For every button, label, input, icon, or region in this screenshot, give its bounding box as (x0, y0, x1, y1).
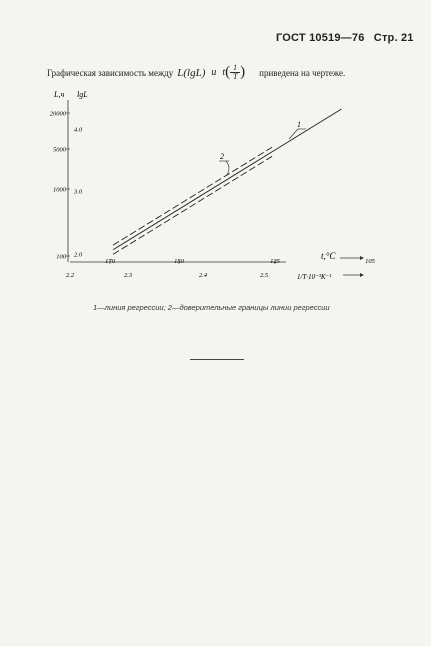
y-tick-label-lgL: 4.0 (74, 126, 83, 134)
curve-label-1-leader (289, 129, 298, 139)
figure-caption: 1—линия регрессии; 2—доверительные границы линии регрессии (93, 303, 330, 312)
x-tick-label-t: 170 (105, 258, 115, 265)
curve-label-2: 2 (220, 152, 224, 161)
section-divider (190, 359, 244, 360)
fraction-numerator: 1 (233, 63, 238, 72)
x-axis-title-invT: 1/T·10⁻³K⁻¹ (297, 273, 332, 281)
x-tick-label-t: 105 (365, 258, 375, 265)
y-tick-label-L: 5000 (53, 146, 66, 154)
y-tick-label-lgL: 2.0 (74, 251, 83, 259)
formula-t: t (222, 67, 226, 78)
confidence-bound-line (113, 156, 272, 254)
regression-chart (0, 0, 431, 300)
conjunction: и (211, 67, 217, 78)
x-tick-label-invT: 2.2 (65, 272, 75, 279)
x-tick-label-invT: 2.4 (198, 272, 208, 279)
x-tick-label-t: 150 (174, 258, 184, 265)
x-tick-label-invT: 2.3 (123, 272, 133, 279)
y-tick-label-L: 1000 (53, 186, 66, 194)
y-tick-label-L: 20000 (49, 110, 66, 118)
axis-label-L: L,ч (54, 90, 65, 99)
x-tick-label-t: 125 (270, 258, 280, 265)
axis-label-lgL: lgL (77, 90, 88, 99)
y-tick-label-L: 100 (56, 253, 66, 261)
arrow-head-t (360, 256, 364, 260)
curve-label-1: 1 (297, 120, 301, 129)
page-number: Стр. 21 (373, 32, 414, 44)
x-axis-title-t: t,°C (321, 251, 336, 261)
arrow-head-invT (360, 273, 364, 277)
fraction-denominator: T (232, 72, 238, 81)
formula-L: L(lgL) (177, 66, 206, 79)
x-tick-label-invT: 2.5 (259, 272, 269, 279)
intro-text: Графическая зависимость между (47, 67, 174, 78)
confidence-bound-line (113, 147, 272, 245)
standard-number: ГОСТ 10519—76 (276, 32, 365, 44)
formula-t-reciprocal: t ( 1 T ) (222, 63, 246, 81)
intro-text-end: приведена на чертеже. (259, 67, 346, 78)
regression-line (113, 109, 341, 250)
y-tick-label-lgL: 3.0 (74, 188, 83, 196)
